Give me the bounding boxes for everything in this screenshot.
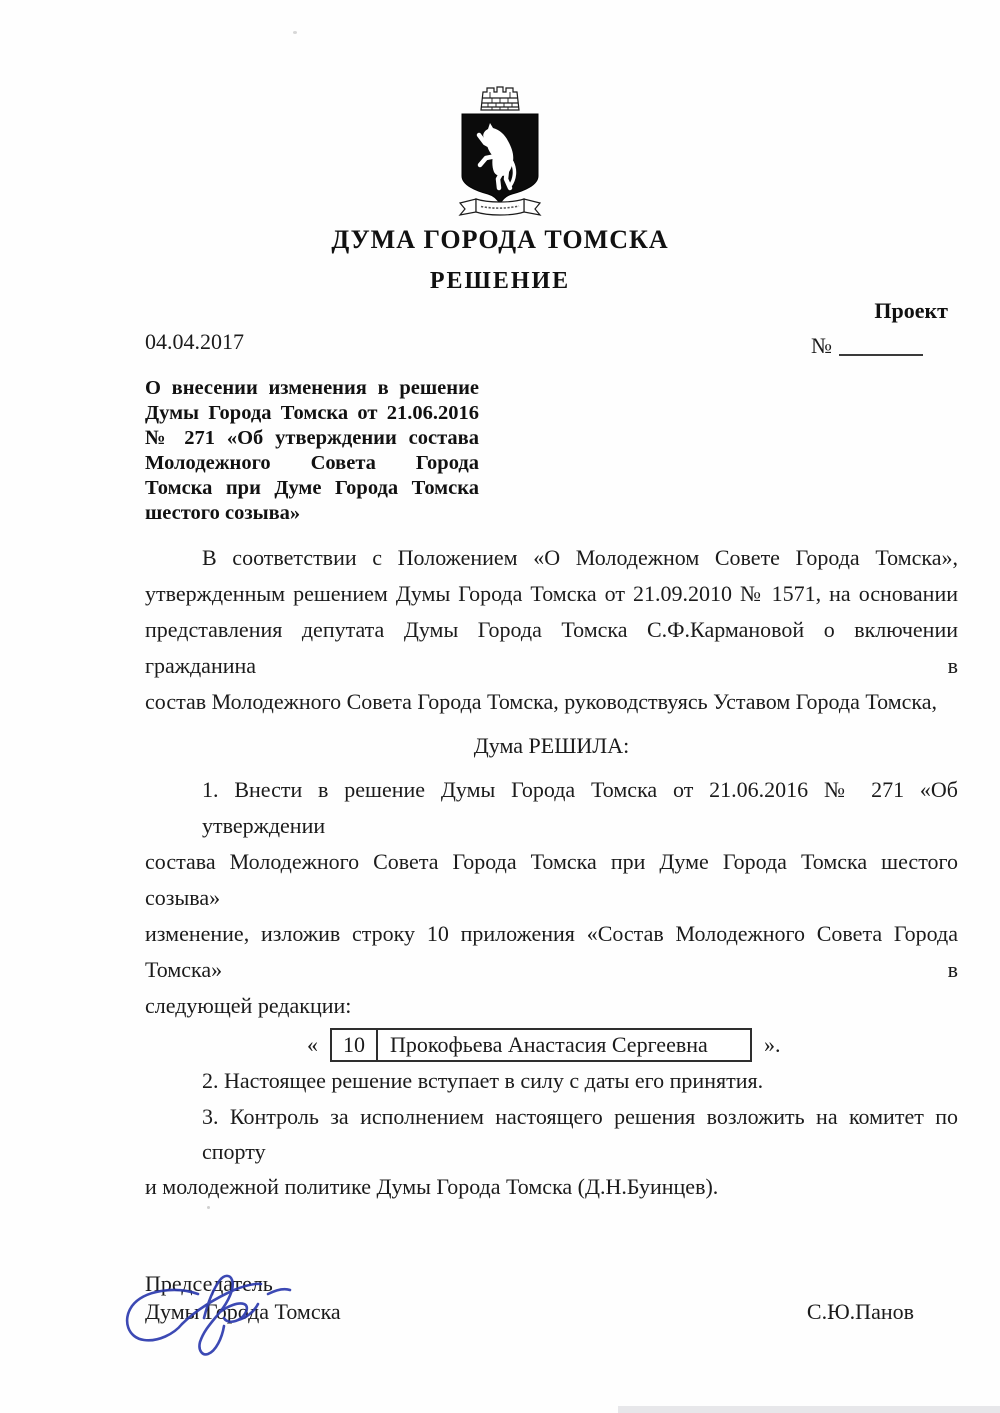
title-line: Молодежного Совета Города <box>145 452 479 474</box>
paragraph-line: и молодежной политике Думы Города Томска (Д.Н.Буинцев). <box>145 1174 719 1199</box>
number-sign: № <box>811 333 832 358</box>
title-line: № 271 «Об утверждении состава <box>145 427 479 449</box>
paragraph-line: В соответствии с Положением «О Молодежном Совете Города Томска», <box>202 545 958 570</box>
close-quote: ». <box>764 1032 781 1057</box>
item-2-paragraph: 2. Настоящее решение вступает в силу с даты его принятия. <box>202 1068 764 1093</box>
document-type-title: РЕШЕНИЕ <box>429 268 571 294</box>
scan-speck <box>293 31 297 34</box>
title-line: Думы Города Томска от 21.06.2016 <box>145 402 479 424</box>
member-name-cell: Прокофьева Анастасия Сергеевна <box>390 1032 708 1057</box>
document-title <box>145 376 479 526</box>
number-blank-line <box>839 332 923 356</box>
position-line: Думы Города Томска <box>145 1299 341 1324</box>
paragraph-line: состава Молодежного Совета Города Томска при Думе Города Томска шестого созыва» <box>145 849 958 910</box>
title-line: Томска при Думе Города Томска <box>145 477 479 499</box>
scan-artifact-strip <box>618 1406 1000 1413</box>
title-line: шестого созыва» <box>145 502 301 524</box>
mural-crown-icon <box>481 87 519 110</box>
handwritten-signature-icon <box>116 1250 306 1365</box>
paragraph-line: утвержденным решением Думы Города Томска от 21.09.2010 № 1571, на основании <box>145 581 958 606</box>
paragraph-line: следующей редакции: <box>145 993 352 1018</box>
item-1-paragraph <box>145 772 958 1024</box>
paragraph-line: изменение, изложив строку 10 приложения «Состав Молодежного Совета Города Томска» в <box>145 921 958 982</box>
composition-table <box>330 1028 752 1062</box>
tomsk-coat-of-arms <box>452 86 548 221</box>
open-quote: « <box>307 1032 318 1057</box>
signatory-name: С.Ю.Панов <box>806 1299 914 1324</box>
row-number-cell: 10 <box>332 1030 378 1060</box>
intro-paragraph <box>145 540 958 720</box>
coat-of-arms-icon <box>452 86 548 216</box>
paragraph-line: 3. Контроль за исполнением настоящего решения возложить на комитет по спорту <box>202 1104 958 1164</box>
draft-label: Проект <box>874 298 948 323</box>
position-line: Председатель <box>145 1271 273 1296</box>
paragraph-line: 1. Внести в решение Думы Города Томска от 21.06.2016 № 271 «Об утверждении <box>202 777 958 838</box>
resolved-heading: Дума РЕШИЛА: <box>473 733 630 758</box>
document-date: 04.04.2017 <box>145 329 244 354</box>
amended-row <box>305 1027 958 1063</box>
organization-title: ДУМА ГОРОДА ТОМСКА <box>331 225 669 254</box>
paragraph-line: состав Молодежного Совета Города Томска, руководствуясь Уставом Города Томска, <box>145 689 938 714</box>
date-number-row <box>145 329 958 359</box>
scan-speck <box>207 1206 210 1209</box>
paragraph-line: представления депутата Думы Города Томска С.Ф.Кармановой о включении гражданина в <box>145 617 958 678</box>
item-3-paragraph <box>145 1099 958 1204</box>
title-line: О внесении изменения в решение <box>145 377 479 399</box>
document-number <box>811 329 923 359</box>
